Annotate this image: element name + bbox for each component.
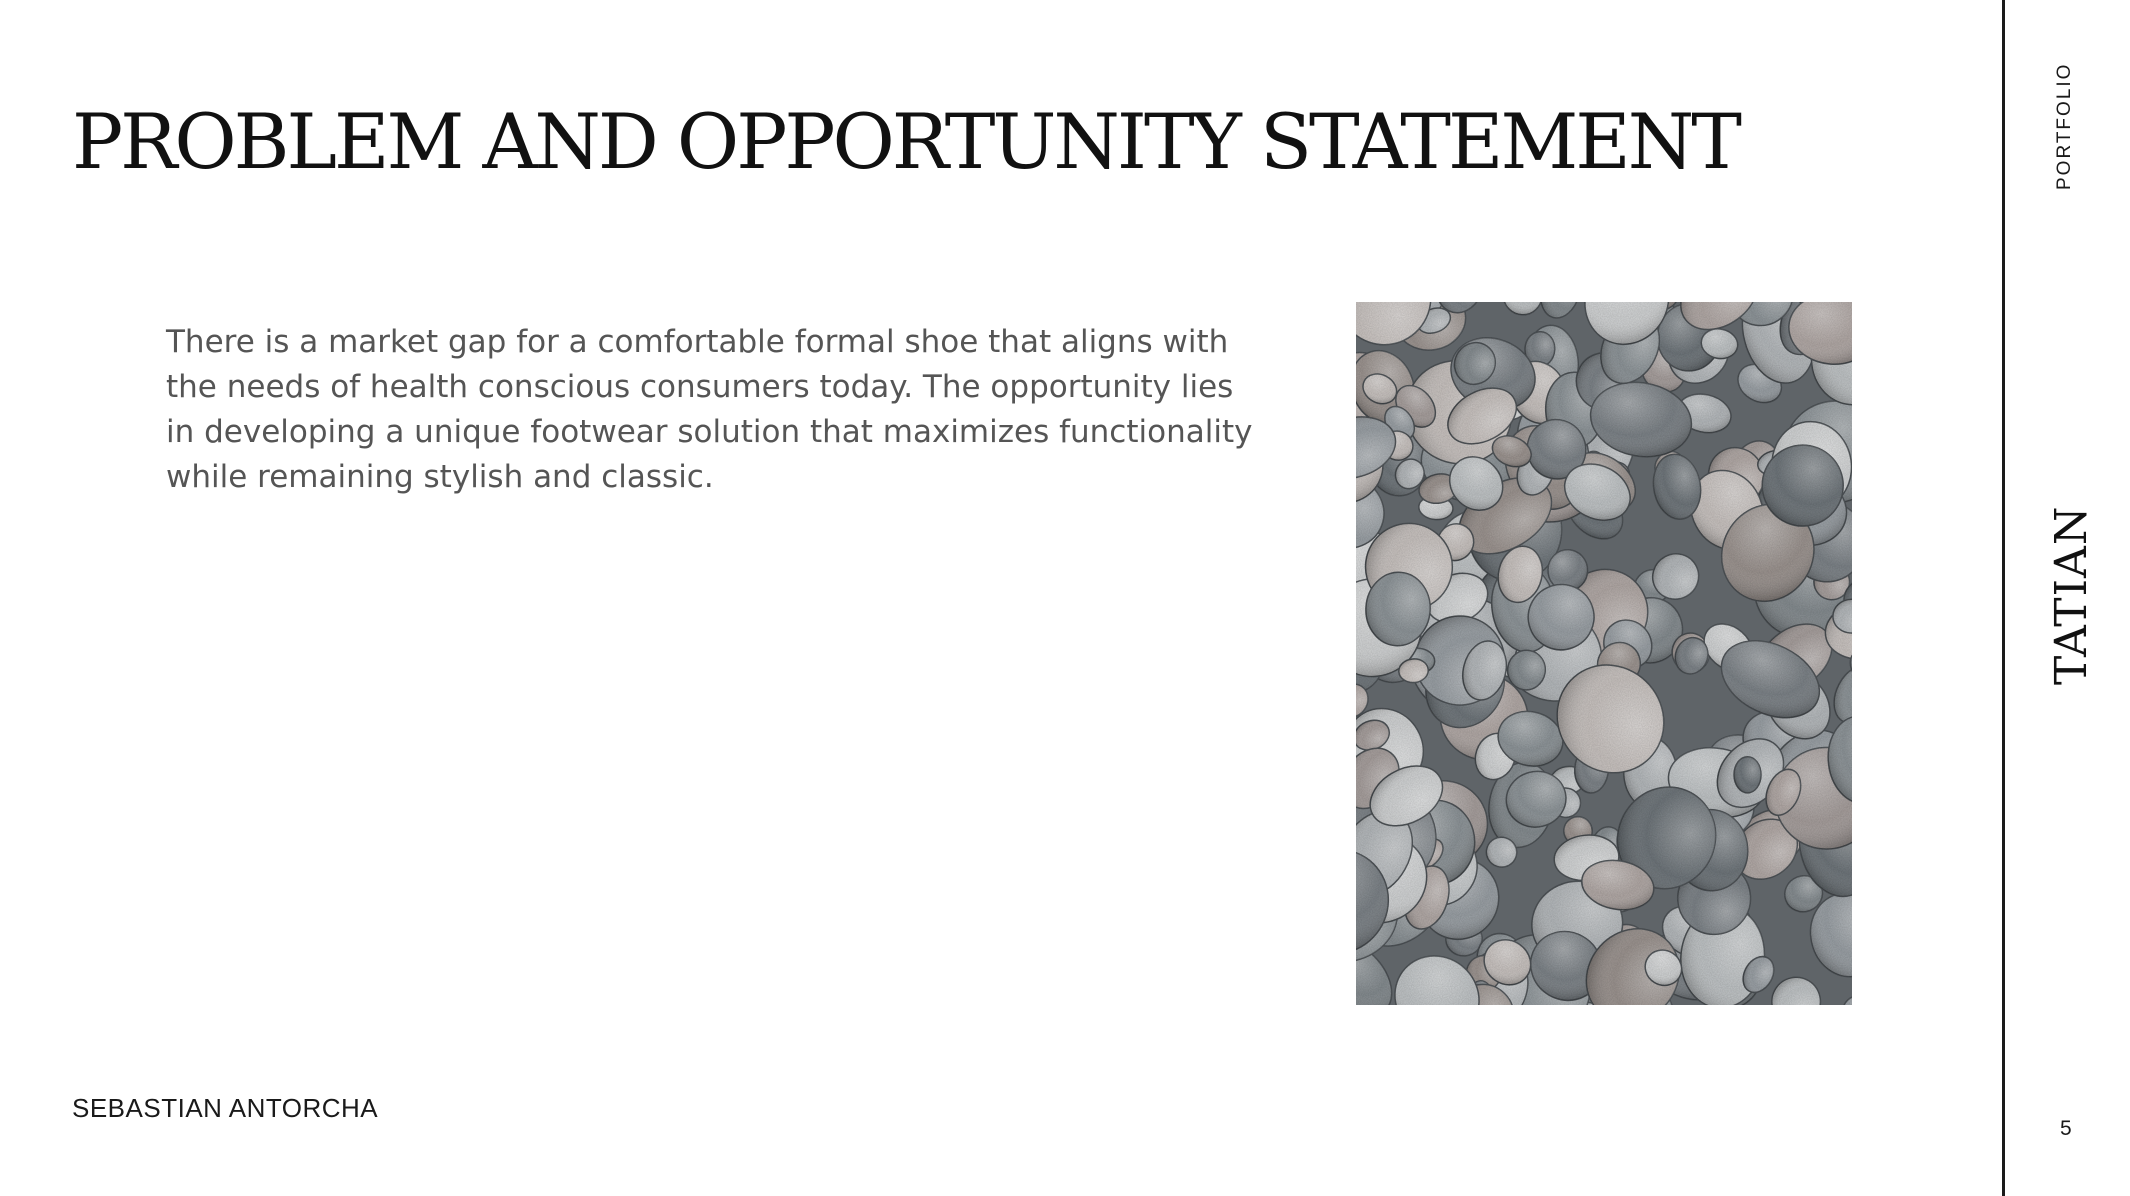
page-number: 5 xyxy=(2060,1117,2072,1140)
brand-name: TATIAN xyxy=(2046,505,2097,685)
pebbles-photo xyxy=(1356,302,1852,1005)
author-name: SEBASTIAN ANTORCHA xyxy=(72,1093,379,1123)
problem-statement-text: There is a market gap for a comfortable formal shoe that aligns with the needs of health conscious consumers today. The opportunity lies in developing a unique footwear solution that maximizes functionality while remaining stylish and classic. xyxy=(166,324,1253,495)
portfolio-label: PORTFOLIO xyxy=(2054,62,2075,190)
slide-title: PROBLEM AND OPPORTUNITY STATEMENT xyxy=(72,97,1739,186)
pebble-highlight xyxy=(1734,757,1761,793)
vertical-divider xyxy=(2002,0,2005,1196)
